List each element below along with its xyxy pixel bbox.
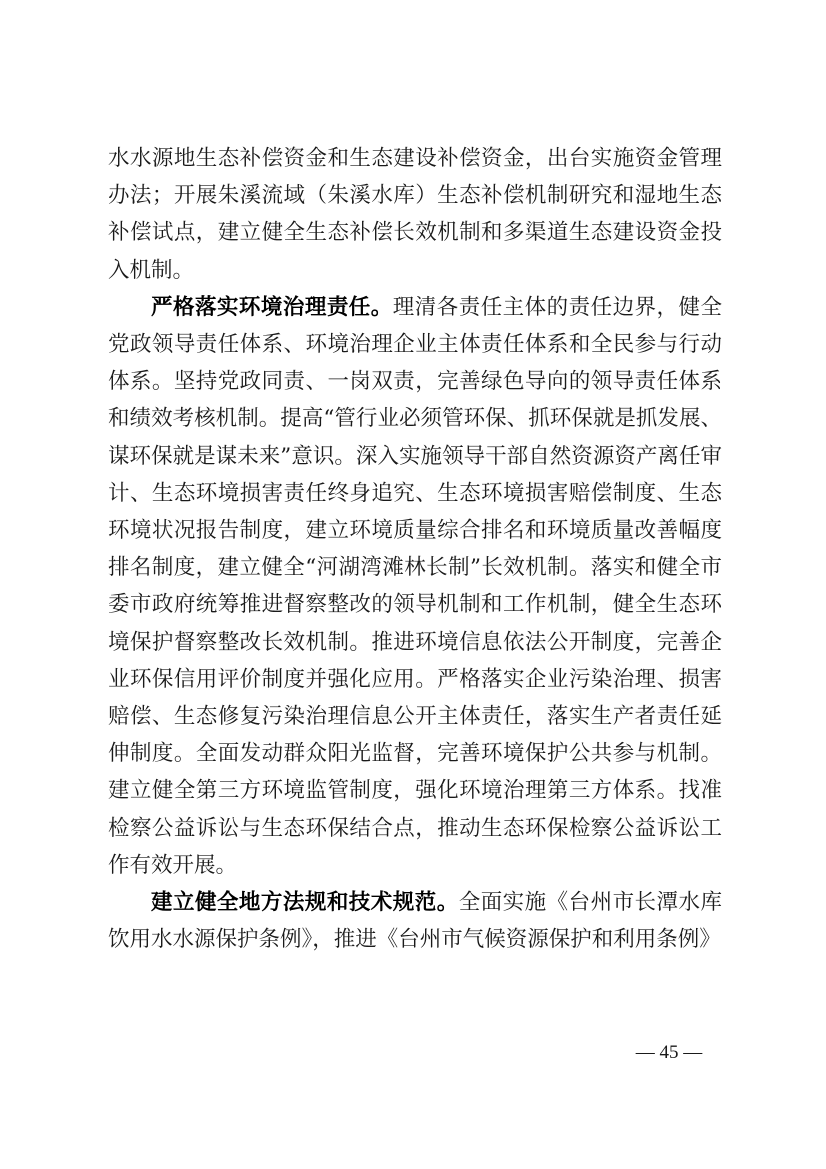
paragraph-text: 水水源地生态补偿资金和生态建设补偿资金，出台实施资金管理办法；开展朱溪流域（朱溪水库）生态补偿机制研究和湿地生态补偿试点，建立健全生态补偿长效机制和多渠道生态建设资金投入机制。 xyxy=(108,146,722,283)
paragraph-heading: 建立健全地方法规和技术规范。 xyxy=(151,890,459,916)
paragraph-text: 理清各责任主体的责任边界，健全党政领导责任体系、环境治理企业主体责任体系和全民参与行动体系。坚持党政同责、一岗双责，完善绿色导向的领导责任体系和绩效考核机制。提高“管行业必须管环保、抓环保就是抓发展、谋环保就是谋未来”意识。深入实施领导干部自然资源资产离任审计、生态环境损害责任终身追究、生态环境损害赔偿制度、生态环境状况报告制度，建立环境质量综合排名和环境质量改善幅度排名制度，建立健全“河湖湾滩林长制”长效机制。落实和健全市委市政府统筹推进督察整改的领导机制和工作机制，健全生态环境保护督察整改长效机制。推进环境信息依法公开制度，完善企业环保信用评价制度并强化应用。严格落实企业污染治理、损害赔偿、生态修复污染治理信息公开主体责任，落实生产者责任延伸制度。全面发动群众阳光监督，完善环境保护公共参与机制。建立健全第三方环境监管制度，强化环境治理第三方体系。找准检察公益诉讼与生态环保结合点，推动生态环保检察公益诉讼工作有效开展。 xyxy=(108,294,722,878)
paragraph-continued xyxy=(108,140,722,289)
paragraph-environment-responsibility xyxy=(108,289,722,884)
page-number: — 45 — xyxy=(635,1042,703,1063)
paragraph-local-regulations xyxy=(108,884,722,958)
paragraph-heading: 严格落实环境治理责任。 xyxy=(151,294,393,320)
paragraph-text: 全面实施《台州市长潭水库饮用水水源保护条例》，推进《台州市气候资源保护和利用条例》 xyxy=(108,890,722,953)
document-body xyxy=(108,140,722,958)
